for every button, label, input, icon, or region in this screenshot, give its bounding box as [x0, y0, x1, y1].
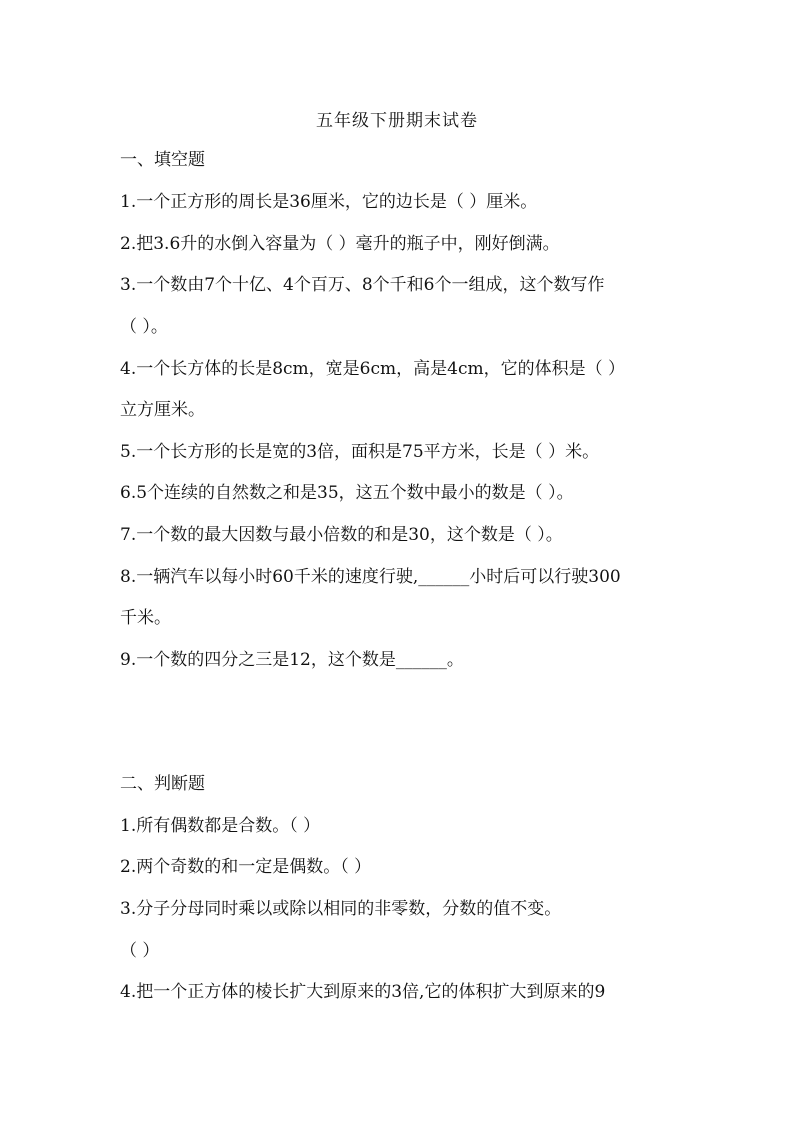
section1-heading: 一、填空题 — [120, 150, 205, 170]
page-title: 五年级下册期末试卷 — [316, 111, 478, 131]
question-line: 1.一个正方形的周长是36厘米，它的边长是（ ）厘米。 — [120, 192, 538, 212]
question-line: 5.一个长方形的长是宽的3倍，面积是75平方米，长是（ ）米。 — [120, 442, 600, 462]
question-line-continued: 千米。 — [120, 608, 171, 628]
question-line: 1.所有偶数都是合数。（ ） — [120, 816, 321, 836]
question-line: 2.两个奇数的和一定是偶数。（ ） — [120, 857, 372, 877]
question-line: 9.一个数的四分之三是12，这个数是______。 — [120, 650, 464, 670]
section2-heading: 二、判断题 — [120, 774, 205, 794]
question-line: 8.一辆汽车以每小时60千米的速度行驶,______小时后可以行驶300 — [120, 567, 621, 587]
question-line: 6.5个连续的自然数之和是35，这五个数中最小的数是（ ）。 — [120, 483, 574, 503]
question-line: 3.一个数由7个十亿、4个百万、8个千和6个一组成，这个数写作 — [120, 275, 605, 295]
question-line: 7.一个数的最大因数与最小倍数的和是30，这个数是（ ）。 — [120, 525, 563, 545]
question-line-continued: （ ） — [120, 941, 160, 961]
question-line-continued: （ ）。 — [120, 317, 168, 337]
question-line-continued: 立方厘米。 — [120, 400, 205, 420]
question-line: 2.把3.6升的水倒入容量为（ ）毫升的瓶子中，刚好倒满。 — [120, 234, 560, 254]
question-line: 4.一个长方体的长是8cm，宽是6cm，高是4cm，它的体积是（ ） — [120, 359, 625, 379]
question-line: 3.分子分母同时乘以或除以相同的非零数，分数的值不变。 — [120, 899, 562, 919]
question-line: 4.把一个正方体的棱长扩大到原来的3倍,它的体积扩大到原来的9 — [120, 982, 606, 1002]
